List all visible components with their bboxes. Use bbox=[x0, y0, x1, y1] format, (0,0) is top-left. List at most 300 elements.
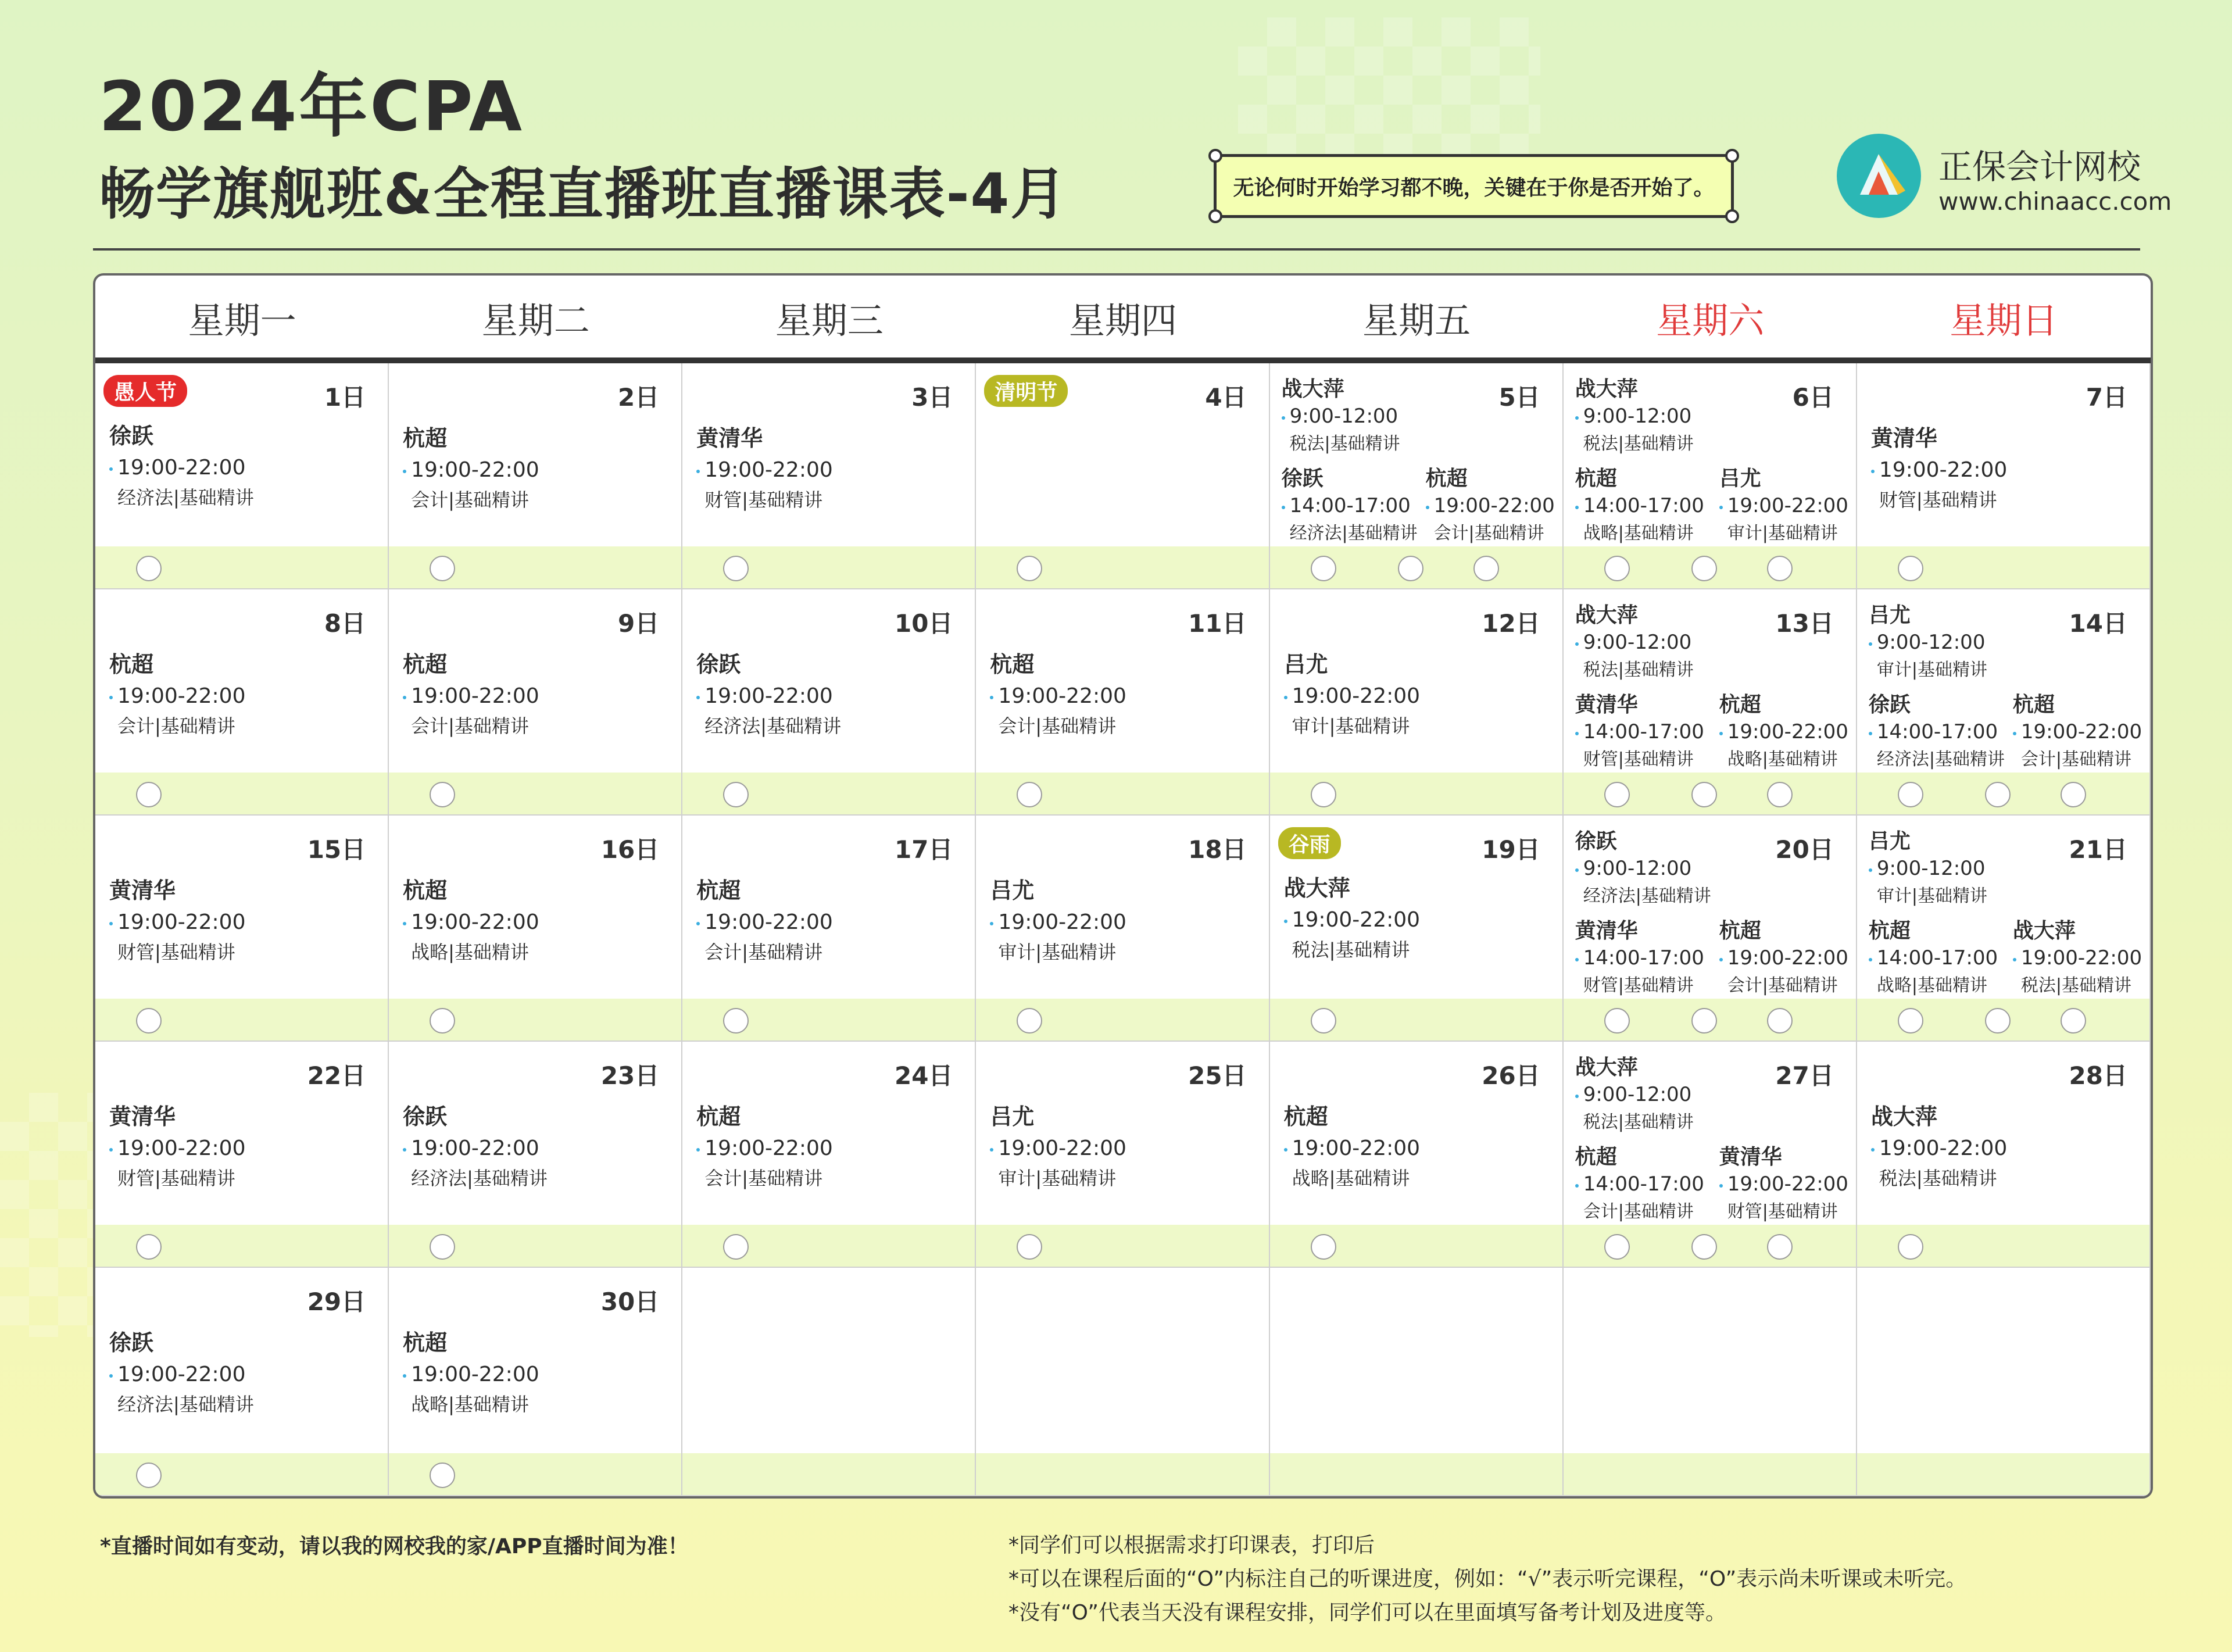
lesson-time: 19:00-22:00 bbox=[403, 1136, 548, 1160]
teacher-name: 杭超 bbox=[696, 1104, 741, 1129]
progress-check-circle[interactable] bbox=[1398, 556, 1423, 581]
lesson-time: 9:00-12:00 bbox=[1575, 631, 1694, 654]
lesson bbox=[1869, 688, 2005, 770]
progress-strip bbox=[976, 1453, 1268, 1495]
teacher-name: 战大萍 bbox=[1575, 603, 1638, 627]
day-number: 12日 bbox=[1482, 609, 1540, 638]
teacher-name: 黄清华 bbox=[696, 425, 763, 451]
day-cell bbox=[1564, 816, 1857, 1042]
day-number: 1日 bbox=[324, 383, 366, 412]
weekday-thu: 星期四 bbox=[1068, 299, 1177, 342]
day-cell bbox=[1270, 589, 1564, 816]
lesson-time: 19:00-22:00 bbox=[990, 910, 1126, 934]
day-number: 15日 bbox=[307, 835, 366, 864]
lesson bbox=[1719, 1140, 1848, 1222]
teacher-name: 黄清华 bbox=[1575, 693, 1638, 717]
lesson-subject: 会计|基础精讲 bbox=[1433, 523, 1544, 543]
teacher-name: 黄清华 bbox=[109, 878, 176, 903]
day-cell bbox=[1564, 589, 1857, 816]
progress-check-circle[interactable] bbox=[430, 556, 455, 581]
lesson-time: 19:00-22:00 bbox=[109, 684, 245, 708]
teacher-name: 战大萍 bbox=[1283, 875, 1350, 901]
day-cell bbox=[682, 1042, 976, 1268]
lesson-time: 19:00-22:00 bbox=[1719, 1172, 1848, 1196]
festival-badge: 清明节 bbox=[984, 375, 1068, 407]
day-cell bbox=[1270, 816, 1564, 1042]
lesson-time: 19:00-22:00 bbox=[109, 1136, 245, 1160]
day-cell bbox=[95, 363, 389, 589]
lesson-time: 14:00-17:00 bbox=[1575, 720, 1704, 743]
progress-check-circle[interactable] bbox=[1898, 782, 1923, 807]
day-number: 14日 bbox=[2069, 609, 2127, 638]
progress-check-circle[interactable] bbox=[1311, 556, 1336, 581]
progress-check-circle[interactable] bbox=[1691, 782, 1717, 807]
lesson bbox=[1575, 1140, 1704, 1222]
progress-check-circle[interactable] bbox=[136, 1463, 162, 1488]
day-number: 26日 bbox=[1482, 1061, 1540, 1090]
day-number: 29日 bbox=[307, 1288, 366, 1316]
day-cell bbox=[95, 816, 389, 1042]
teacher-name: 杭超 bbox=[1719, 919, 1761, 943]
day-number: 13日 bbox=[1775, 609, 1834, 638]
weekday-wed: 星期三 bbox=[775, 299, 884, 342]
lesson-subject: 审计|基础精讲 bbox=[1292, 715, 1410, 737]
progress-check-circle[interactable] bbox=[136, 782, 162, 807]
day-cell bbox=[1857, 589, 2151, 816]
day-number: 9日 bbox=[618, 609, 660, 638]
lesson-subject: 战略|基础精讲 bbox=[1583, 523, 1694, 543]
progress-check-circle[interactable] bbox=[1691, 1008, 1717, 1034]
corner-dot bbox=[1208, 209, 1222, 223]
day-cell bbox=[682, 1268, 976, 1496]
lesson-subject: 会计|基础精讲 bbox=[2020, 749, 2131, 770]
teacher-name: 徐跃 bbox=[403, 1104, 448, 1129]
teacher-name: 黄清华 bbox=[1575, 919, 1638, 943]
lesson-time: 9:00-12:00 bbox=[1869, 857, 1987, 880]
lesson-subject: 审计|基础精讲 bbox=[1727, 523, 1838, 543]
lesson-subject: 会计|基础精讲 bbox=[1727, 975, 1838, 996]
teacher-name: 杭超 bbox=[1868, 919, 1911, 943]
lesson bbox=[109, 1099, 245, 1190]
teacher-name: 吕尤 bbox=[990, 878, 1035, 903]
lesson-time: 19:00-22:00 bbox=[109, 456, 254, 480]
lesson-subject: 财管|基础精讲 bbox=[1583, 975, 1694, 996]
page-title-main: 畅学旗舰班&全程直播班直播课表-4月 bbox=[99, 162, 1068, 227]
progress-strip bbox=[682, 1453, 975, 1495]
lesson-time: 19:00-22:00 bbox=[1719, 946, 1848, 970]
day-cell bbox=[1857, 1268, 2151, 1496]
festival-badge: 谷雨 bbox=[1278, 827, 1341, 859]
lesson-time: 19:00-22:00 bbox=[1284, 684, 1420, 708]
lesson-subject: 经济法|基础精讲 bbox=[117, 487, 254, 509]
lesson-time: 14:00-17:00 bbox=[1869, 946, 1998, 970]
lesson bbox=[1869, 914, 1998, 996]
teacher-name: 杭超 bbox=[2012, 693, 2055, 717]
lesson-subject: 审计|基础精讲 bbox=[998, 941, 1117, 963]
lesson-time: 14:00-17:00 bbox=[1575, 946, 1704, 970]
progress-check-circle[interactable] bbox=[1767, 782, 1793, 807]
lesson bbox=[1575, 462, 1704, 544]
teacher-name: 徐跃 bbox=[1868, 693, 1911, 717]
lesson bbox=[696, 873, 832, 964]
lesson-subject: 财管|基础精讲 bbox=[117, 1167, 235, 1189]
lesson-time: 19:00-22:00 bbox=[990, 1136, 1126, 1160]
lesson-subject: 经济法|基础精讲 bbox=[117, 1393, 254, 1415]
progress-check-circle[interactable] bbox=[1985, 782, 2011, 807]
footer-note-2: *可以在课程后面的“O”内标注自己的听课进度，例如：“√”表示听完课程，“O”表示尚未听课或未听完。 bbox=[1008, 1567, 1967, 1591]
lesson-subject: 税法|基础精讲 bbox=[1292, 939, 1410, 961]
lesson-subject: 战略|基础精讲 bbox=[1292, 1167, 1410, 1189]
day-cell bbox=[1857, 363, 2151, 589]
progress-check-circle[interactable] bbox=[723, 782, 749, 807]
lesson bbox=[1575, 599, 1694, 681]
day-number: 30日 bbox=[600, 1288, 660, 1316]
day-cell bbox=[1270, 1268, 1564, 1496]
lesson bbox=[696, 1099, 832, 1190]
lesson-subject: 财管|基础精讲 bbox=[1879, 489, 1997, 511]
progress-check-circle[interactable] bbox=[1604, 556, 1630, 581]
progress-check-circle[interactable] bbox=[430, 1008, 455, 1034]
lesson-time: 19:00-22:00 bbox=[403, 910, 539, 934]
lesson-subject: 税法|基础精讲 bbox=[1583, 434, 1694, 454]
teacher-name: 杭超 bbox=[696, 878, 741, 903]
teacher-name: 杭超 bbox=[1425, 467, 1468, 491]
corner-dot bbox=[1208, 149, 1222, 163]
teacher-name: 杭超 bbox=[1719, 693, 1761, 717]
progress-check-circle[interactable] bbox=[1311, 782, 1336, 807]
progress-check-circle[interactable] bbox=[1604, 1008, 1630, 1034]
lesson-time: 19:00-22:00 bbox=[1426, 494, 1555, 517]
day-number: 24日 bbox=[894, 1061, 953, 1090]
day-cell bbox=[682, 589, 976, 816]
day-cell bbox=[389, 816, 682, 1042]
lesson bbox=[1871, 420, 2007, 512]
day-cell bbox=[976, 1268, 1269, 1496]
lesson-subject: 经济法|基础精讲 bbox=[1583, 886, 1711, 906]
lesson-subject: 战略|基础精讲 bbox=[411, 941, 529, 963]
footer-note-left: *直播时间如有变动，请以我的网校我的家/APP直播时间为准！ bbox=[100, 1535, 689, 1558]
footer-notes-right bbox=[1008, 1529, 1966, 1630]
lesson bbox=[990, 646, 1126, 738]
progress-strip bbox=[1270, 1453, 1562, 1495]
day-number: 11日 bbox=[1188, 609, 1247, 638]
day-cell bbox=[682, 816, 976, 1042]
lesson bbox=[1282, 462, 1418, 544]
day-number: 7日 bbox=[2086, 383, 2127, 412]
progress-check-circle[interactable] bbox=[430, 1234, 455, 1260]
lesson-time: 19:00-22:00 bbox=[696, 910, 832, 934]
lesson bbox=[2013, 914, 2142, 996]
teacher-name: 杭超 bbox=[403, 652, 448, 677]
day-cell bbox=[976, 816, 1269, 1042]
lesson-subject: 税法|基础精讲 bbox=[1289, 434, 1400, 454]
progress-check-circle[interactable] bbox=[1604, 1234, 1630, 1260]
page-title-year: 2024年CPA bbox=[99, 66, 524, 146]
lesson bbox=[1426, 462, 1555, 544]
progress-check-circle[interactable] bbox=[1898, 556, 1923, 581]
motto-text: 无论何时开始学习都不晚，关键在于你是否开始了。 bbox=[1233, 176, 1715, 200]
day-number: 18日 bbox=[1188, 835, 1247, 864]
day-cell bbox=[1270, 363, 1564, 589]
lesson-time: 19:00-22:00 bbox=[2013, 720, 2142, 743]
progress-strip bbox=[1564, 1453, 1856, 1495]
brand-logo-icon bbox=[1837, 134, 1921, 218]
weekday-fri: 星期五 bbox=[1362, 299, 1471, 342]
lesson-time: 19:00-22:00 bbox=[696, 1136, 832, 1160]
day-cell bbox=[1857, 816, 2151, 1042]
progress-check-circle[interactable] bbox=[1311, 1234, 1336, 1260]
lesson bbox=[1575, 1051, 1694, 1133]
teacher-name: 徐跃 bbox=[696, 652, 741, 677]
day-number: 3日 bbox=[911, 383, 953, 412]
day-cell bbox=[1857, 1042, 2151, 1268]
teacher-name: 杭超 bbox=[990, 652, 1035, 677]
lesson-time: 9:00-12:00 bbox=[1575, 405, 1694, 428]
progress-check-circle[interactable] bbox=[136, 1008, 162, 1034]
day-cell bbox=[1564, 1268, 1857, 1496]
lesson-subject: 财管|基础精讲 bbox=[1583, 749, 1694, 770]
footer-note-3: *没有“O”代表当天没有课程安排，同学们可以在里面填写备考计划及进度等。 bbox=[1008, 1601, 1727, 1625]
lesson-subject: 财管|基础精讲 bbox=[704, 489, 823, 511]
lesson bbox=[1575, 825, 1711, 907]
teacher-name: 徐跃 bbox=[109, 1330, 154, 1356]
lesson-subject: 会计|基础精讲 bbox=[704, 1167, 823, 1189]
lesson bbox=[696, 646, 841, 738]
progress-check-circle[interactable] bbox=[723, 556, 749, 581]
progress-check-circle[interactable] bbox=[1985, 1008, 2011, 1034]
divider bbox=[93, 248, 2140, 251]
lesson-subject: 税法|基础精讲 bbox=[1583, 660, 1694, 680]
weekday-header bbox=[95, 276, 2151, 360]
lesson bbox=[1869, 825, 1987, 907]
teacher-name: 吕尤 bbox=[1868, 829, 1911, 853]
lesson bbox=[1719, 688, 1848, 770]
lesson-subject: 经济法|基础精讲 bbox=[1876, 749, 2005, 770]
weekday-mon: 星期一 bbox=[188, 299, 296, 342]
lesson-time: 9:00-12:00 bbox=[1575, 1083, 1694, 1106]
lesson bbox=[1869, 599, 1987, 681]
teacher-name: 杭超 bbox=[1283, 1104, 1328, 1129]
festival-badge: 愚人节 bbox=[103, 375, 187, 407]
lesson-subject: 税法|基础精讲 bbox=[1879, 1167, 1997, 1189]
lesson-time: 19:00-22:00 bbox=[2013, 946, 2142, 970]
teacher-name: 吕尤 bbox=[1868, 603, 1911, 627]
progress-check-circle[interactable] bbox=[2061, 1008, 2086, 1034]
lesson-time: 19:00-22:00 bbox=[1719, 720, 1848, 743]
lesson bbox=[1575, 373, 1694, 455]
lesson-time: 19:00-22:00 bbox=[403, 684, 539, 708]
teacher-name: 战大萍 bbox=[1281, 377, 1344, 401]
lesson-time: 19:00-22:00 bbox=[403, 1363, 539, 1386]
lesson-time: 19:00-22:00 bbox=[109, 1363, 254, 1386]
day-number: 28日 bbox=[2069, 1061, 2127, 1090]
progress-check-circle[interactable] bbox=[723, 1234, 749, 1260]
lesson-subject: 战略|基础精讲 bbox=[1876, 975, 1987, 996]
footer-note-1: *同学们可以根据需求打印课表，打印后 bbox=[1008, 1533, 1375, 1557]
lesson-time: 19:00-22:00 bbox=[109, 910, 245, 934]
lesson bbox=[1282, 373, 1400, 455]
teacher-name: 吕尤 bbox=[990, 1104, 1035, 1129]
day-number: 25日 bbox=[1188, 1061, 1247, 1090]
lesson-subject: 审计|基础精讲 bbox=[1876, 660, 1987, 680]
day-number: 5日 bbox=[1498, 383, 1540, 412]
progress-check-circle[interactable] bbox=[1767, 1008, 1793, 1034]
lesson-time: 19:00-22:00 bbox=[1719, 494, 1848, 517]
progress-check-circle[interactable] bbox=[723, 1008, 749, 1034]
lesson bbox=[1284, 1099, 1420, 1190]
day-cell bbox=[95, 1268, 389, 1496]
lesson bbox=[403, 1325, 539, 1417]
lesson bbox=[1284, 646, 1420, 738]
lesson-subject: 会计|基础精讲 bbox=[1583, 1202, 1694, 1222]
progress-check-circle[interactable] bbox=[1767, 556, 1793, 581]
lesson-time: 14:00-17:00 bbox=[1282, 494, 1418, 517]
teacher-name: 杭超 bbox=[109, 652, 154, 677]
teacher-name: 战大萍 bbox=[1575, 377, 1638, 401]
lesson-subject: 战略|基础精讲 bbox=[1727, 749, 1838, 770]
lesson-time: 9:00-12:00 bbox=[1575, 857, 1711, 880]
progress-check-circle[interactable] bbox=[1691, 556, 1717, 581]
day-number: 20日 bbox=[1775, 835, 1834, 864]
lesson-time: 9:00-12:00 bbox=[1282, 405, 1400, 428]
lesson-subject: 会计|基础精讲 bbox=[117, 715, 235, 737]
day-cell bbox=[1564, 363, 1857, 589]
teacher-name: 徐跃 bbox=[1575, 829, 1617, 853]
corner-dot bbox=[1725, 209, 1739, 223]
day-number: 23日 bbox=[600, 1061, 660, 1090]
weekday-tue: 星期二 bbox=[481, 299, 590, 342]
lesson bbox=[109, 873, 245, 964]
lesson bbox=[990, 873, 1126, 964]
lesson bbox=[696, 420, 832, 512]
lesson-time: 9:00-12:00 bbox=[1869, 631, 1987, 654]
teacher-name: 战大萍 bbox=[2012, 919, 2076, 943]
corner-dot bbox=[1725, 149, 1739, 163]
day-number: 17日 bbox=[894, 835, 953, 864]
progress-check-circle[interactable] bbox=[430, 1463, 455, 1488]
lesson-subject: 会计|基础精讲 bbox=[411, 715, 529, 737]
progress-check-circle[interactable] bbox=[1767, 1234, 1793, 1260]
day-number: 22日 bbox=[307, 1061, 366, 1090]
day-cell bbox=[976, 589, 1269, 816]
progress-check-circle[interactable] bbox=[136, 556, 162, 581]
teacher-name: 杭超 bbox=[1575, 467, 1617, 491]
day-number: 19日 bbox=[1482, 835, 1540, 864]
lesson bbox=[1719, 914, 1848, 996]
day-cell bbox=[95, 1042, 389, 1268]
lesson bbox=[403, 646, 539, 738]
lesson bbox=[109, 418, 254, 510]
progress-check-circle[interactable] bbox=[1898, 1008, 1923, 1034]
day-number: 6日 bbox=[1792, 383, 1834, 412]
weekday-sat: 星期六 bbox=[1656, 299, 1765, 342]
teacher-name: 黄清华 bbox=[109, 1104, 176, 1129]
lesson-time: 14:00-17:00 bbox=[1869, 720, 2005, 743]
teacher-name: 杭超 bbox=[1575, 1145, 1617, 1169]
day-cell bbox=[389, 363, 682, 589]
teacher-name: 杭超 bbox=[403, 1330, 448, 1356]
lesson-time: 19:00-22:00 bbox=[990, 684, 1126, 708]
day-number: 27日 bbox=[1775, 1061, 1834, 1090]
lesson bbox=[1575, 914, 1704, 996]
teacher-name: 战大萍 bbox=[1870, 1104, 1937, 1129]
lesson bbox=[1575, 688, 1704, 770]
lesson-subject: 会计|基础精讲 bbox=[411, 489, 529, 511]
lesson-time: 19:00-22:00 bbox=[1871, 1136, 2007, 1160]
lesson-time: 19:00-22:00 bbox=[696, 684, 841, 708]
lesson bbox=[990, 1099, 1126, 1190]
day-cell bbox=[389, 1268, 682, 1496]
progress-check-circle[interactable] bbox=[2061, 782, 2086, 807]
lesson bbox=[403, 1099, 548, 1190]
day-number: 4日 bbox=[1205, 383, 1247, 412]
day-number: 10日 bbox=[894, 609, 953, 638]
day-number: 2日 bbox=[618, 383, 660, 412]
motto-banner bbox=[1214, 154, 1734, 218]
lesson-subject: 会计|基础精讲 bbox=[704, 941, 823, 963]
day-cell bbox=[389, 589, 682, 816]
lesson bbox=[403, 873, 539, 964]
brand-url[interactable]: www.chinaacc.com bbox=[1938, 187, 2172, 216]
lesson-subject: 战略|基础精讲 bbox=[411, 1393, 529, 1415]
lesson-subject: 经济法|基础精讲 bbox=[411, 1167, 548, 1189]
teacher-name: 徐跃 bbox=[109, 423, 154, 449]
lesson-subject: 税法|基础精讲 bbox=[2020, 975, 2131, 996]
lesson-subject: 经济法|基础精讲 bbox=[1289, 523, 1418, 543]
lesson-time: 14:00-17:00 bbox=[1575, 1172, 1704, 1196]
lesson-subject: 税法|基础精讲 bbox=[1583, 1112, 1694, 1132]
lesson bbox=[403, 420, 539, 512]
lesson-time: 19:00-22:00 bbox=[1871, 458, 2007, 482]
progress-check-circle[interactable] bbox=[1311, 1008, 1336, 1034]
weekday-sun: 星期日 bbox=[1950, 299, 2058, 342]
lesson-time: 19:00-22:00 bbox=[403, 458, 539, 482]
progress-check-circle[interactable] bbox=[136, 1234, 162, 1260]
lesson bbox=[109, 1325, 254, 1417]
day-number: 21日 bbox=[2069, 835, 2127, 864]
lesson-subject: 财管|基础精讲 bbox=[1727, 1202, 1838, 1222]
teacher-name: 黄清华 bbox=[1719, 1145, 1782, 1169]
progress-check-circle[interactable] bbox=[1604, 782, 1630, 807]
progress-check-circle[interactable] bbox=[1898, 1234, 1923, 1260]
lesson bbox=[1871, 1099, 2007, 1190]
calendar-table bbox=[93, 273, 2153, 1499]
lesson-time: 19:00-22:00 bbox=[1284, 1136, 1420, 1160]
lesson-subject: 财管|基础精讲 bbox=[117, 941, 235, 963]
lesson-time: 19:00-22:00 bbox=[1284, 908, 1420, 932]
day-number: 16日 bbox=[600, 835, 660, 864]
teacher-name: 杭超 bbox=[403, 878, 448, 903]
day-cell bbox=[389, 1042, 682, 1268]
lesson bbox=[1719, 462, 1848, 544]
teacher-name: 徐跃 bbox=[1281, 467, 1324, 491]
day-cell bbox=[682, 363, 976, 589]
lesson-subject: 会计|基础精讲 bbox=[998, 715, 1117, 737]
progress-check-circle[interactable] bbox=[430, 782, 455, 807]
header-divider bbox=[95, 357, 2151, 363]
lesson-subject: 经济法|基础精讲 bbox=[704, 715, 842, 737]
lesson-subject: 审计|基础精讲 bbox=[1876, 886, 1987, 906]
progress-check-circle[interactable] bbox=[1473, 556, 1499, 581]
day-cell bbox=[1564, 1042, 1857, 1268]
progress-check-circle[interactable] bbox=[1691, 1234, 1717, 1260]
lesson bbox=[2013, 688, 2142, 770]
teacher-name: 杭超 bbox=[403, 425, 448, 451]
teacher-name: 黄清华 bbox=[1870, 425, 1937, 451]
day-cell bbox=[95, 589, 389, 816]
teacher-name: 战大萍 bbox=[1575, 1056, 1638, 1079]
day-cell bbox=[976, 363, 1269, 589]
